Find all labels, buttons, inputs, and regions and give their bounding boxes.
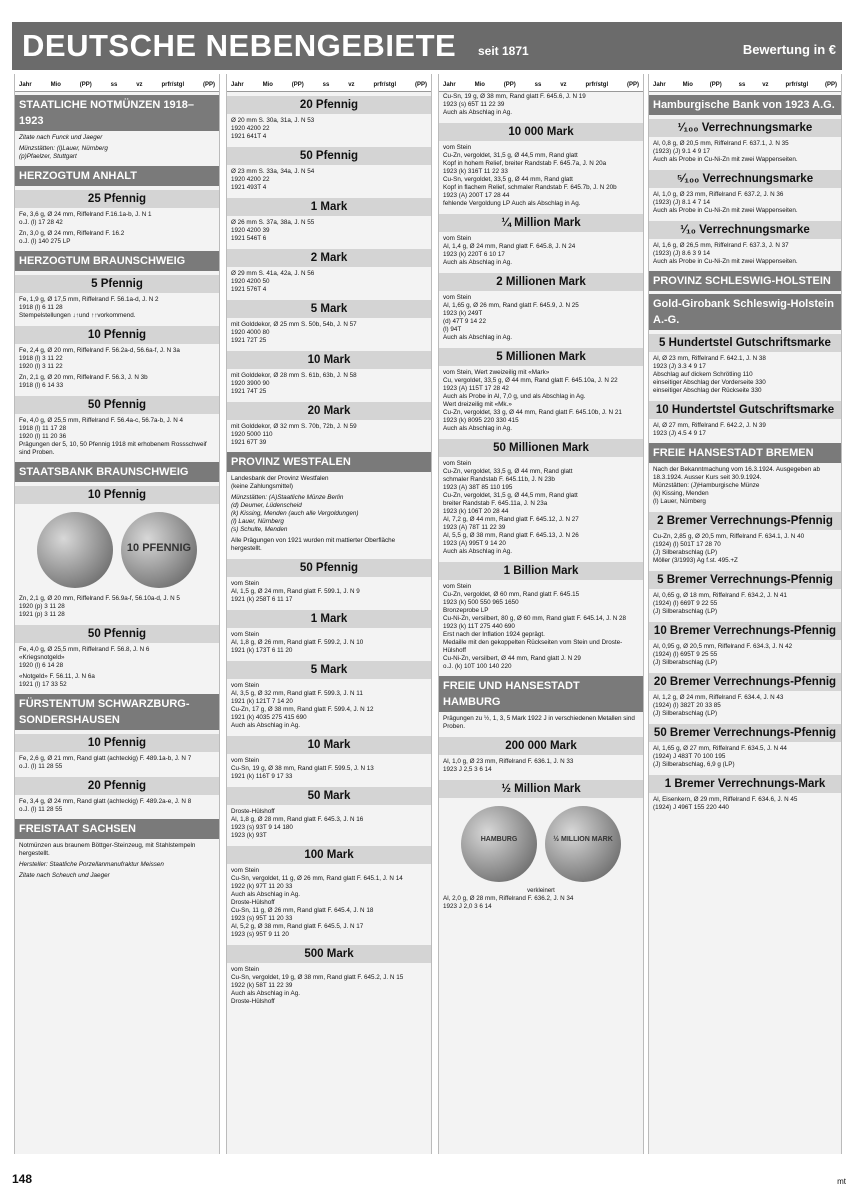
- col-pp2: (PP): [626, 82, 639, 88]
- column-header: [227, 74, 431, 92]
- denomination-heading: 50 Millionen Mark: [439, 439, 643, 457]
- coin-entry: Al, Eisenkern, Ø 29 mm, Riffelrand F. 634.6, J. N 45 (1924) J 496T 155 220 440: [653, 796, 798, 811]
- coin-entry: Zn, 2,1 g, Ø 20 mm, Riffelrand F. 56.3, J. N 3b 1918 (l) 6 14 33: [19, 374, 148, 389]
- section-heading: Hamburgische Bank von 1923 A.G.: [649, 95, 841, 115]
- col-ss: ss: [322, 82, 330, 88]
- section-heading: HERZOGTUM BRAUNSCHWEIG: [15, 251, 219, 271]
- coin-entry: Zn, 3,0 g, Ø 24 mm, Riffelrand F. 16.2 o.J. (l) 140 275 LP: [19, 230, 125, 245]
- denomination-heading: 20 Pfennig: [15, 777, 219, 795]
- col-pp2: (PP): [824, 82, 837, 88]
- denomination-heading: ½ Million Mark: [439, 780, 643, 798]
- col-prfr: prfr/stgl: [585, 82, 609, 88]
- coin-entry: Al, Ø 23 mm, Riffelrand F. 642.1, J. N 38 1923 (J) 3.3 4 9 17 Abschlag auf dickem Schrötling 110 einseitiger Abschlag der Vorderseite 330 einseitiger Abschlag der Rückseite 330: [653, 355, 766, 394]
- denomination-heading: 2 Millionen Mark: [439, 273, 643, 291]
- section-heading: PROVINZ SCHLESWIG-HOLSTEIN: [649, 271, 841, 291]
- column-4: [648, 74, 842, 1154]
- denomination-heading: 10 Pfennig: [15, 486, 219, 504]
- coin-entry: vom Stein Al, 3,5 g, Ø 32 mm, Rand glatt F. 599.3, J. N 11 1921 (k) 121T 7 14 20 Cu-Zn, 17 g, Ø 38 mm, Rand glatt F. 599.4, J. N 12 1921 (k) 4035 275 415 690 Auch als Abschlag in Ag.: [231, 682, 374, 729]
- denomination-heading: 10 Mark: [227, 351, 431, 369]
- col-jahr: Jahr: [19, 82, 32, 88]
- col-mio: Mio: [262, 82, 273, 88]
- coin-entry: Fe, 2,4 g, Ø 20 mm, Riffelrand F. 56.2a-d, 56.6a-f, J. N 3a 1918 (l) 3 11 22 1920 (l) 3 11 22: [19, 347, 180, 370]
- section-heading: FREIE HANSESTADT BREMEN: [649, 443, 841, 463]
- coin-entry: Fe, 2,6 g, Ø 21 mm, Rand glatt (achteckig) F. 489.1a-b, J. N 7 o.J. (l) 11 28 55: [19, 755, 192, 770]
- since-label: seit 1871: [478, 44, 529, 58]
- denomination-heading: 2 Bremer Verrechnungs-Pfennig: [649, 512, 841, 530]
- section-heading: FREISTAAT SACHSEN: [15, 819, 219, 839]
- coin-entry: Cu-Sn, 19 g, Ø 38 mm, Rand glatt F. 645.6, J. N 19 1923 (s) 65T 11 22 39 Auch als Abschlag in Ag.: [443, 93, 586, 116]
- col-mio: Mio: [50, 82, 61, 88]
- column-header: [439, 74, 643, 92]
- section-heading: FÜRSTENTUM SCHWARZBURG-SONDERSHAUSEN: [15, 694, 219, 730]
- denomination-heading: 50 Mark: [227, 787, 431, 805]
- denomination-heading: 5 Mark: [227, 661, 431, 679]
- coin-entry: Al, 1,6 g, Ø 26,5 mm, Riffelrand F. 637.3, J. N 37 (1923) (J) 8.6 3 9 14 Auch als Probe in Cu-Ni-Zn mit zwei Wappenseiten.: [653, 242, 798, 265]
- mint-list: Münzstätten: (l)Lauer, Nürnberg (p)Pfaelzer, Stuttgart: [19, 145, 108, 160]
- denomination-heading: 500 Mark: [227, 945, 431, 963]
- denomination-heading: 50 Bremer Verrechnungs-Pfennig: [649, 724, 841, 742]
- coin-reverse-image: 10 PFENNIG: [121, 512, 197, 588]
- coin-entry: Ø 26 mm S. 37a, 38a, J. N 55 1920 4200 39 1921 546T 6: [231, 219, 315, 242]
- denomination-heading: 100 Mark: [227, 846, 431, 864]
- million-coin-image: ½ MILLION MARK: [545, 806, 621, 882]
- denomination-heading: 10 Bremer Verrechnungs-Pfennig: [649, 622, 841, 640]
- coin-entry: Al, 1,0 g, Ø 23 mm, Riffelrand F. 636.1, J. N 33 1923 J 2,5 3 6 14: [443, 758, 574, 773]
- denomination-heading: 1 Bremer Verrechnungs-Mark: [649, 775, 841, 793]
- section-heading: STAATSBANK BRAUNSCHWEIG: [15, 462, 219, 482]
- denomination-heading: 10 000 Mark: [439, 123, 643, 141]
- coin-images: [439, 800, 643, 888]
- col-ss: ss: [534, 82, 542, 88]
- coin-entry: vom Stein Cu-Sn, vergoldet, 19 g, Ø 38 mm, Rand glatt F. 645.2, J. N 15 1922 (k) 58T 11 22 39 Auch als Abschlag in Ag. Droste-Hülshoff: [231, 966, 404, 1005]
- coin-entry: Al, 0,8 g, Ø 20,5 mm, Riffelrand F. 637.1, J. N 35 (1923) (J) 9.1 4 9 17 Auch als Probe in Cu-Ni-Zn mit zwei Wappenseiten.: [653, 140, 798, 163]
- coin-entry: Ø 20 mm S. 30a, 31a, J. N 53 1920 4200 22 1921 641T 4: [231, 117, 315, 140]
- coin-entry: Al, 2,0 g, Ø 28 mm, Riffelrand F. 636.2, J. N 34 1923 J 2,0 3 6 14: [443, 895, 574, 910]
- page-header: [12, 22, 842, 70]
- denomination-heading: 1 Mark: [227, 198, 431, 216]
- col-jahr: Jahr: [653, 82, 666, 88]
- text: Alle Prägungen von 1921 wurden mit mattierter Oberfläche hergestellt.: [231, 537, 396, 552]
- denomination-heading: 5 Hundertstel Gutschriftsmarke: [649, 334, 841, 352]
- page-title: DEUTSCHE NEBENGEBIETE: [22, 28, 457, 63]
- coin-entry: vom Stein Cu-Sn, vergoldet, 11 g, Ø 26 mm, Rand glatt F. 645.1, J. N 14 1922 (k) 97T 11 20 33 Auch als Abschlag in Ag. Droste-Hülshoff Cu-Sn, 11 g, Ø 26 mm, Rand glatt F. 645.4, J. N 18 1923 (s) 95T 11 20 33 Al, 5,2 g, Ø 38 mm, Rand glatt F. 645.5, J. N 17 1923 (s) 95T 9 11 20: [231, 867, 403, 938]
- coin-entry: Ø 23 mm S. 33a, 34a, J. N 54 1920 4200 22 1921 493T 4: [231, 168, 315, 191]
- column-3: [438, 74, 644, 1154]
- image-caption: verkleinert: [527, 888, 555, 894]
- denomination-heading: 5 Mark: [227, 300, 431, 318]
- denomination-heading: 20 Mark: [227, 402, 431, 420]
- note: Zitate nach Funck und Jaeger: [19, 134, 103, 141]
- col-pp: (PP): [79, 82, 92, 88]
- coin-entry: vom Stein Al, 1,65 g, Ø 26 mm, Rand glatt F. 645.9, J. N 25 1923 (k) 249T (d) 47T 9 14 22 (l) 94T Auch als Abschlag in Ag.: [443, 294, 579, 341]
- denomination-heading: 10 Pfennig: [15, 734, 219, 752]
- denomination-heading: 5 Bremer Verrechnungs-Pfennig: [649, 571, 841, 589]
- denomination-heading: ⁵⁄₁₀₀ Verrechnungsmarke: [649, 170, 841, 188]
- coin-entry: vom Stein Cu-Sn, 19 g, Ø 38 mm, Rand glatt F. 599.5, J. N 13 1921 (k) 116T 9 17 33: [231, 757, 374, 780]
- col-pp2: (PP): [414, 82, 427, 88]
- coin-entry: vom Stein Al, 1,5 g, Ø 24 mm, Rand glatt F. 599.1, J. N 9 1921 (k) 258T 6 11 17: [231, 580, 360, 603]
- text: Landesbank der Provinz Westfalen (keine Zahlungsmittel): [231, 475, 329, 490]
- col-vz: vz: [136, 82, 143, 88]
- col-vz: vz: [348, 82, 355, 88]
- denomination-heading: ¹⁄₁₀₀ Verrechnungsmarke: [649, 119, 841, 137]
- col-vz: vz: [560, 82, 567, 88]
- denomination-heading: 20 Bremer Verrechnungs-Pfennig: [649, 673, 841, 691]
- denomination-heading: 5 Millionen Mark: [439, 348, 643, 366]
- section-heading: Gold-Girobank Schleswig-Holstein A.-G.: [649, 294, 841, 330]
- denomination-heading: 25 Pfennig: [15, 190, 219, 208]
- denomination-heading: 20 Pfennig: [227, 96, 431, 114]
- col-prfr: prfr/stgl: [161, 82, 185, 88]
- col-ss: ss: [110, 82, 118, 88]
- denomination-heading: 10 Hundertstel Gutschriftsmarke: [649, 401, 841, 419]
- denomination-heading: ¹⁄₁₀ Verrechnungsmarke: [649, 221, 841, 239]
- coin-entry: vom Stein Al, 1,8 g, Ø 26 mm, Rand glatt F. 599.2, J. N 10 1921 (k) 173T 6 11 20: [231, 631, 364, 654]
- text: Zitate nach Scheuch und Jaeger: [19, 872, 110, 879]
- col-prfr: prfr/stgl: [785, 82, 809, 88]
- coin-entry: Fe, 3,4 g, Ø 24 mm, Rand glatt (achteckig) F. 489.2a-e, J. N 8 o.J. (l) 11 28 55: [19, 798, 192, 813]
- coin-entry: vom Stein Cu-Zn, vergoldet, 31,5 g, Ø 44,5 mm, Rand glatt Kopf in hohem Relief, breiter Randstab F. 645.7a, J. N 20a 1923 (k) 316T 11 22 33 Cu-Sn, vergoldet, 33,5 g, Ø 44 mm, Rand glatt Kopf in flachem Relief, schmaler Randstab F. 645.7b, J. N 20b 1923 (A) 200T 17 28 44 fehlende Vergoldung LP Auch als Abschlag in Ag.: [443, 144, 617, 207]
- denomination-heading: ¼ Million Mark: [439, 214, 643, 232]
- column-header: [15, 74, 219, 92]
- corner-mark: mt: [837, 1177, 846, 1186]
- denomination-heading: 200 000 Mark: [439, 737, 643, 755]
- denomination-heading: 50 Pfennig: [227, 147, 431, 165]
- coin-entry: Al, 1,65 g, Ø 27 mm, Riffelrand F. 634.5, J. N 44 (1924) J 483T 70 100 195 (J) Silberabschlag, 6,9 g (LP): [653, 745, 787, 768]
- col-jahr: Jahr: [231, 82, 244, 88]
- col-vz: vz: [762, 82, 769, 88]
- col-pp: (PP): [503, 82, 516, 88]
- denomination-heading: 2 Mark: [227, 249, 431, 267]
- coin-entry: vom Stein Cu-Zn, vergoldet, Ø 60 mm, Rand glatt F. 645.15 1923 (k) 500 550 965 1650 Bronzeprobe LP Cu-Ni-Zn, versilbert, 80 g, Ø 60 mm, Rand glatt F. 645.14, J. N 28 1923 (k) 11T 275 440 690 Erst nach der Inflation 1924 geprägt. Medaille mit den gekoppelten Rückseiten vom Stein und Droste-Hülshoff Cu-Ni-Zn, versilbert, Ø 44 mm, Rand glatt J. N 29 o.J. (k) 10T 100 140 220: [443, 583, 627, 670]
- coin-entry: Ø 29 mm S. 41a, 42a, J. N 56 1920 4200 50 1921 576T 4: [231, 270, 315, 293]
- col-pp2: (PP): [202, 82, 215, 88]
- col-prfr: prfr/stgl: [373, 82, 397, 88]
- col-jahr: Jahr: [443, 82, 456, 88]
- text: Prägungen zu ½, 1, 3, 5 Mark 1922 J in verschiedenen Metallen sind Proben.: [443, 715, 635, 730]
- denomination-heading: 10 Mark: [227, 736, 431, 754]
- coin-entry: mit Golddekor, Ø 25 mm S. 50b, 54b, J. N 57 1920 4000 80 1921 72T 25: [231, 321, 357, 344]
- coin-entry: Al, 0,95 g, Ø 20,5 mm, Riffelrand F. 634.3, J. N 42 (1924) (l) 695T 9 25 55 (J) Silberabschlag (LP): [653, 643, 793, 666]
- coin-entry: Fe, 4,0 g, Ø 25,5 mm, Riffelrand F. 56.4a-c, 56.7a-b, J. N 4 1918 (l) 11 17 28 1920 (l) 11 20 36 Prägungen der 5, 10, 50 Pfennig 1918 mit erhobenem Rossschweif sind Proben.: [19, 417, 207, 456]
- col-mio: Mio: [682, 82, 693, 88]
- denomination-heading: 5 Pfennig: [15, 275, 219, 293]
- hamburg-coin-image: HAMBURG: [461, 806, 537, 882]
- column-header: [649, 74, 841, 92]
- denomination-heading: 50 Pfennig: [227, 559, 431, 577]
- coin-entry: vom Stein Cu-Zn, vergoldet, 33,5 g, Ø 44 mm, Rand glatt schmaler Randstab F. 645.11b, J. N 23b 1923 (A) 38T 85 110 195 Cu-Zn, vergoldet, 31,5 g, Ø 44,5 mm, Rand glatt breiter Randstab F. 645.11a, J. N 23a 1923 (k) 106T 20 28 44 Al, 7,2 g, Ø 44 mm, Rand glatt F. 645.12, J. N 27 1923 (A) 78T 11 22 39 Al, 5,5 g, Ø 38 mm, Rand glatt F. 645.13, J. N 26 1923 (A) 995T 9 14 20 Auch als Abschlag in Ag.: [443, 460, 579, 555]
- coin-entry: mit Golddekor, Ø 28 mm S. 61b, 63b, J. N 58 1920 3900 90 1921 74T 25: [231, 372, 357, 395]
- coin-entry: Al, 1,0 g, Ø 23 mm, Riffelrand F. 637.2, J. N 36 (1923) (J) 8.1 4 7 14 Auch als Probe in Cu-Ni-Zn mit zwei Wappenseiten.: [653, 191, 798, 214]
- rating-label: Bewertung in €: [742, 42, 836, 57]
- denomination-heading: 50 Pfennig: [15, 625, 219, 643]
- coin-entry: Al, 1,2 g, Ø 24 mm, Riffelrand F. 634.4, J. N 43 (1924) (l) 382T 20 33 85 (J) Silberabschlag (LP): [653, 694, 784, 717]
- coin-entry: Fe, 4,0 g, Ø 25,5 mm, Riffelrand F. 56.8, J. N 6 «Kriegsnotgeld» 1920 (l) 6 14 28: [19, 646, 150, 669]
- coin-entry: vom Stein, Wert zweizeilig mit «Mark» Cu, vergoldet, 33,5 g, Ø 44 mm, Rand glatt F. 645.10a, J. N 22 1923 (A) 115T 17 28 42 Auch als Probe in Al, 7,0 g, und als Abschlag in Ag. Wert dreizeilig mit «Mk.» Cu-Zn, vergoldet, 33 g, Ø 44 mm, Rand glatt F. 645.10b, J. N 21 1923 (k) 8095 220 330 415 Auch als Abschlag in Ag.: [443, 369, 622, 432]
- coin-entry: mit Golddekor, Ø 32 mm S. 70b, 72b, J. N 59 1920 5000 110 1921 67T 39: [231, 423, 357, 446]
- denomination-heading: 50 Pfennig: [15, 396, 219, 414]
- coin-entry: Al, Ø 27 mm, Riffelrand F. 642.2, J. N 39 1923 (J) 4.5 4 9 17: [653, 422, 766, 437]
- page-number: 148: [12, 1172, 33, 1186]
- denomination-heading: 1 Mark: [227, 610, 431, 628]
- coin-entry: vom Stein Al, 1,4 g, Ø 24 mm, Rand glatt F. 645.8, J. N 24 1923 (k) 220T 6 10 17 Auch als Abschlag in Ag.: [443, 235, 576, 266]
- section-heading: STAATLICHE NOTMÜNZEN 1918–1923: [15, 95, 219, 131]
- col-pp: (PP): [709, 82, 722, 88]
- coin-entry: Cu-Zn, 2,85 g, Ø 20,5 mm, Riffelrand F. 634.1, J. N 40 (1924) (l) 501T 17 28 70 (J) Silberabschlag (LP) Möller (3/1993) Ag f.st. 495.+Z: [653, 533, 805, 564]
- mint-list: Münzstätten: (A)Staatliche Münze Berlin (d) Deumer, Lüdenscheid (k) Kissing, Menden (auch alle Vergoldungen) (l) Lauer, Nürnberg (s) Schulte, Menden: [231, 494, 359, 533]
- section-heading: HERZOGTUM ANHALT: [15, 166, 219, 186]
- text: Hersteller: Staatliche Porzellanmanufraktur Meissen: [19, 861, 164, 868]
- denomination-heading: 1 Billion Mark: [439, 562, 643, 580]
- coin-entry: Al, 0,65 g, Ø 18 mm, Riffelrand F. 634.2, J. N 41 (1924) (l) 669T 9 22 55 (J) Silberabschlag (LP): [653, 592, 787, 615]
- column-2: [226, 74, 432, 1154]
- coin-images: [15, 506, 219, 594]
- denomination-heading: 10 Pfennig: [15, 326, 219, 344]
- horse-coin-image: [37, 512, 113, 588]
- coin-entry: Fe, 1,9 g, Ø 17,5 mm, Riffelrand F. 56.1a-d, J. N 2 1918 (l) 6 11 28 Stempelstellungen ↓↑und ↑↑vorkommend.: [19, 296, 159, 319]
- coin-entry: Droste-Hülshoff Al, 1,8 g, Ø 28 mm, Rand glatt F. 645.3, J. N 16 1923 (s) 93T 9 14 180 1923 (k) 93T: [231, 808, 364, 839]
- column-1: [14, 74, 220, 1154]
- coin-entry: Zn, 2,1 g, Ø 20 mm, Riffelrand F. 56.9a-f, 56.10a-d, J. N 5 1920 (p) 3 11 28 1921 (p) 3 11 28: [19, 595, 180, 618]
- col-mio: Mio: [474, 82, 485, 88]
- section-heading: FREIE UND HANSESTADT HAMBURG: [439, 676, 643, 712]
- text: Nach der Bekanntmachung vom 16.3.1924. Ausgegeben ab 18.3.1924. Ausser Kurs seit 30.9.1924. Münzstätten: (J)Hamburgische Münze (k) Kissing, Menden (l) Lauer, Nürnberg: [653, 466, 820, 505]
- text: Notmünzen aus braunem Böttger-Steinzeug, mit Stahlstempeln hergestellt.: [19, 842, 196, 857]
- col-pp: (PP): [291, 82, 304, 88]
- col-ss: ss: [738, 82, 746, 88]
- coin-entry: «Notgeld» F. 56.11, J. N 6a 1921 (l) 17 33 52: [19, 673, 95, 688]
- section-heading: PROVINZ WESTFALEN: [227, 452, 431, 472]
- coin-entry: Fe, 3,6 g, Ø 24 mm, Riffelrand F.16.1a-b, J. N 1 o.J. (l) 17 28 42: [19, 211, 152, 226]
